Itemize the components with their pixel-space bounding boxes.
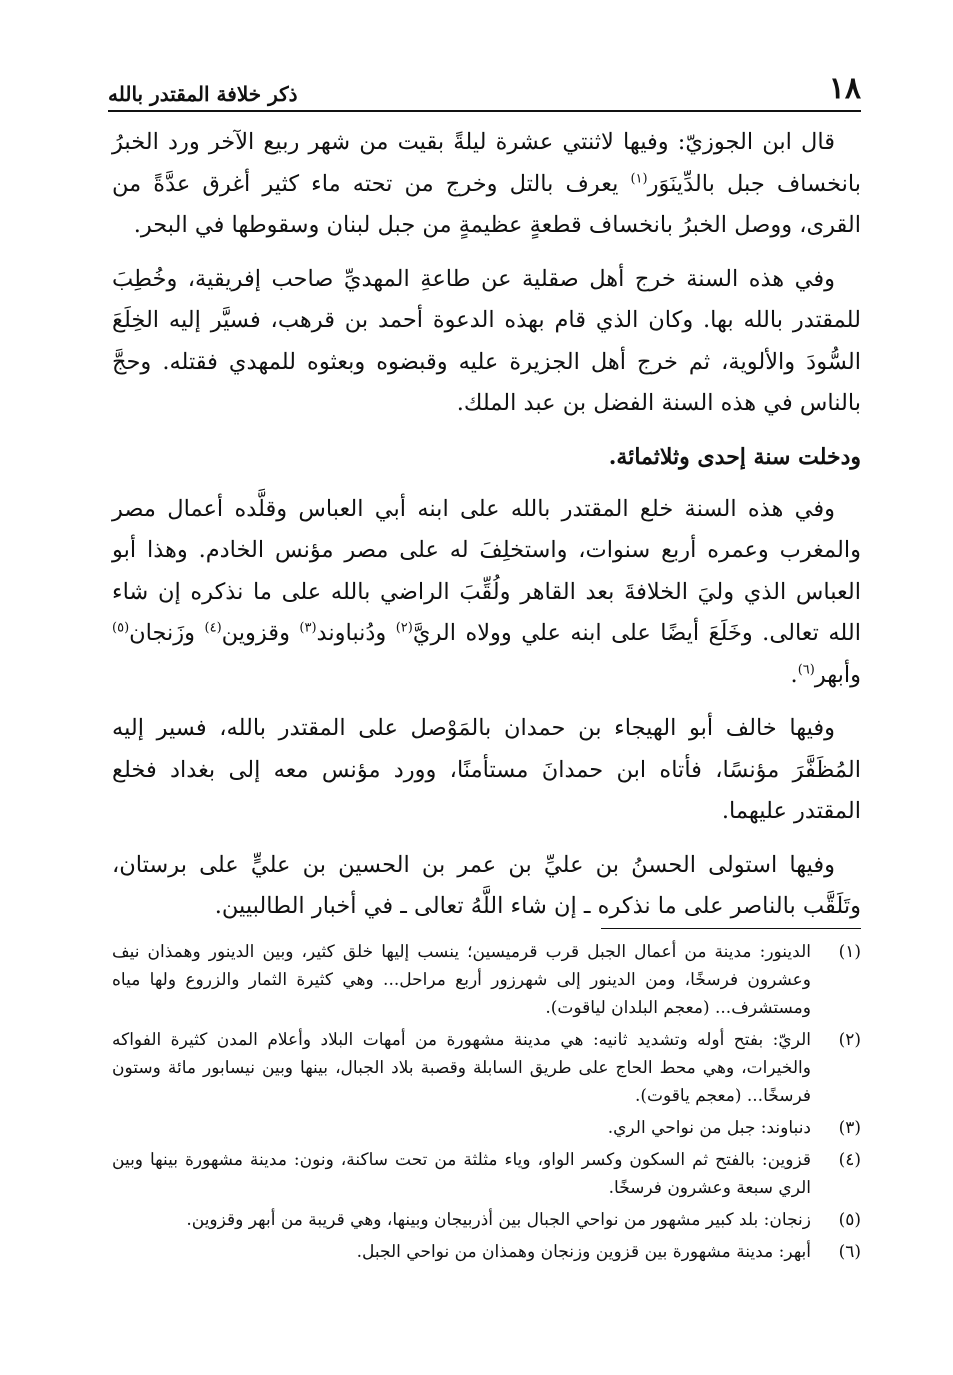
- paragraph-3-text-a: وفي هذه السنة خلع المقتدر بالله على ابنه أبي العباس وقلَّده أعمال مصر والمغرب وعمره أربع سنوات، واستخلِفَ له على مصر مؤنس الخادم. وهذا أبو العباس الذي وليَ الخلافةَ بعد القاهر ولُقِّبَ الراضي بالله على ما نذكره إن شاء الله تعالى. وخَلَعَ أيضًا على ابنه علي وولاه الريَّ: [112, 495, 861, 646]
- footnotes: [112, 938, 861, 1270]
- paragraph-3-text-f: .: [790, 661, 798, 688]
- footnote-ref-6: (٦): [797, 662, 815, 677]
- footnote-5: [112, 1206, 861, 1234]
- footnote-ref-5: (٥): [112, 620, 130, 636]
- footnote-number: (٣): [838, 1118, 861, 1138]
- running-title: ذكر خلافة المقتدر بالله: [108, 82, 298, 106]
- footnote-number: (٢): [838, 1030, 861, 1050]
- footnote-ref-3: (٣): [299, 620, 317, 636]
- footnote-separator: [601, 928, 861, 929]
- paragraph-1-text: قال ابن الجوزيّ: وفيها لاثنتي عشرة ليلةً بقيت من شهر ربيع الآخر ورد الخبرُ بانخساف جبل بالدِّينَوَر: [112, 129, 861, 197]
- paragraph-3: [112, 489, 861, 697]
- paragraph-1: [112, 122, 861, 247]
- paragraph-3-text-b: ودُنباوند: [316, 620, 396, 646]
- page-header: [108, 62, 861, 112]
- paragraph-3-text-d: وزَنجان: [129, 620, 205, 646]
- main-text: [112, 122, 861, 940]
- footnote-number: (٥): [838, 1210, 861, 1230]
- section-heading: ودخلت سنة إحدى وثلاثمائة.: [608, 443, 861, 470]
- footnote-1: [112, 938, 861, 1022]
- footnote-text: أبهر: مدينة مشهورة بين قزوين وزنجان وهمذان من نواحي الجبل.: [356, 1242, 811, 1262]
- footnote-number: (٦): [838, 1242, 861, 1262]
- paragraph-3-text-e: وأبهر: [814, 661, 861, 688]
- paragraph-5: وفيها استولى الحسنُ بن عليِّ بن عمر بن الحسين بن عليٍّ على برستان، وتَلَقَّب بالناصر على ما نذكره ـ إن شاء اللَّهُ تعالى ـ في أخبار الطالبيين.: [112, 851, 861, 919]
- footnote-6: [112, 1238, 861, 1266]
- footnote-2: [112, 1026, 861, 1110]
- footnote-text: زنجان: بلد كبير مشهور من نواحي الجبال بين أذربيجان وبينها، وهي قريبة من أبهر وقزوين.: [186, 1210, 811, 1230]
- footnote-ref-2: (٢): [395, 620, 413, 636]
- footnote-3: [112, 1114, 861, 1142]
- footnote-text: الدينور: مدينة من أعمال الجبل قرب قرميسين؛ ينسب إليها خلق كثير، وبين الدينور وهمذان نيف وعشرون فرسخًا، ومن الدينور إلى شهرزور أربع مراحل... وهي كثيرة الثمار والزروع ولها مياه ومستشرف... (معجم البلدان لياقوت).: [112, 942, 812, 1018]
- footnote-text: الريّ: بفتح أوله وتشديد ثانيه: هي مدينة مشهورة من أمهات البلاد وأعلام المدن كثيرة الفواكه والخيرات، وهي محط الحاج على طريق السابلة وقصبة بلاد الجبال، بينها وبين نيسابور مائة وستون فرسخًا... (معجم ياقوت).: [112, 1030, 811, 1106]
- footnote-number: (٤): [838, 1150, 861, 1170]
- footnote-ref-4: (٤): [204, 620, 222, 636]
- footnote-text: قزوين: بالفتح ثم السكون وكسر الواو، وياء مثلثة من تحت ساكنة، ونون: مدينة مشهورة بينها وبين الري سبعة وعشرون فرسخًا.: [112, 1150, 811, 1198]
- footnote-4: [112, 1146, 861, 1202]
- footnote-number: (١): [838, 942, 861, 962]
- paragraph-4: وفيها خالف أبو الهيجاء بن حمدان بالمَوْصل على المقتدر بالله، فسير إليه المُظَفَّرَ مؤنسًا، فأتاه ابن حمدانَ مستأمنًا، وورد مؤنس معه إلى بغداد فخلع المقتدر عليهما.: [112, 715, 861, 824]
- paragraph-1-text-rest: يعرف بالتل وخرج من تحته ماء كثير أغرق عدَّةً من القرى، ووصل الخبرُ بانخساف قطعةٍ عظيمةٍ من جبل لبنان وسقوطها في البحر.: [112, 170, 861, 238]
- footnote-ref-1: (١): [630, 171, 648, 186]
- paragraph-3-text-c: وقزوين: [221, 620, 300, 646]
- paragraph-2: وفي هذه السنة خرج أهل صقلية عن طاعةِ المهديِّ صاحب إفريقية، وخُطِبَ للمقتدر بالله بها. وكان الذي قام بهذه الدعوة أحمد بن قرهب، فسيَّر إليه الخِلَعَ السُّودَ والألوية، ثم خرج أهل الجزيرة عليه وقبضوه وبعثوه للمهدي فقتله. وحجَّ بالناس في هذه السنة الفضل بن عبد الملك.: [112, 265, 861, 416]
- page-number: ١٨: [828, 71, 861, 106]
- footnote-text: دنباوند: جبل من نواحي الري.: [607, 1118, 811, 1138]
